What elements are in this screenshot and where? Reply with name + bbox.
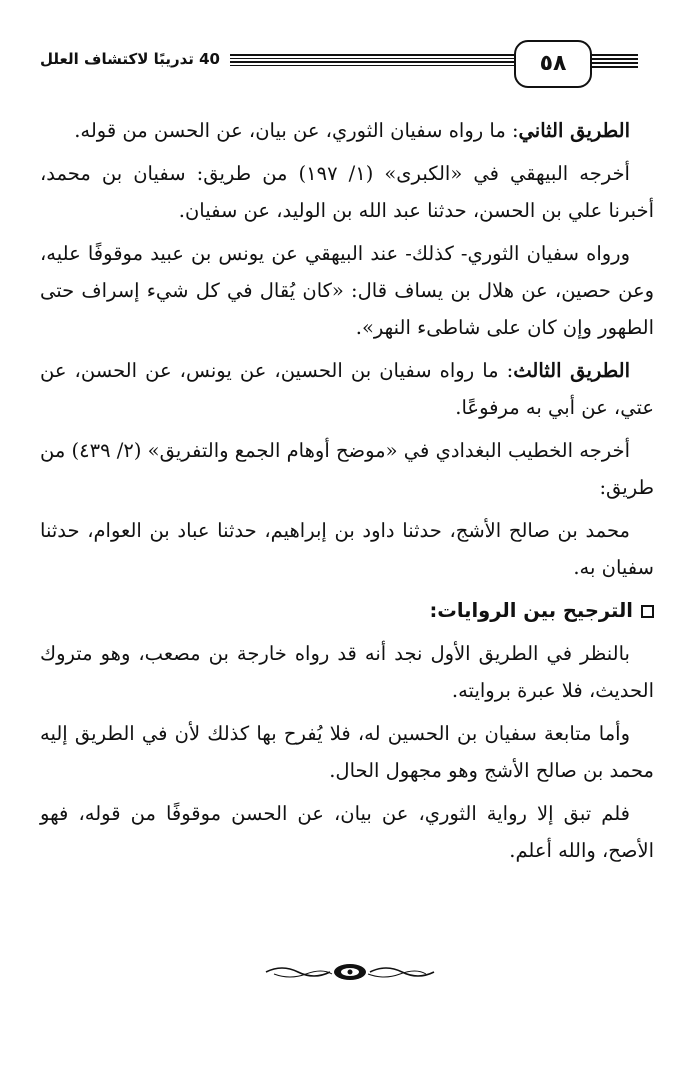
route-three-text: : ما رواه سفيان بن الحسين، عن يونس، عن الحسن، عن عتي، عن أبي به مرفوعًا. bbox=[40, 359, 654, 419]
page-body bbox=[40, 112, 654, 875]
route-two-text: : ما رواه سفيان الثوري، عن بيان، عن الحسن من قوله. bbox=[74, 119, 519, 142]
section-heading bbox=[40, 592, 654, 629]
page-number: ٥٨ bbox=[514, 40, 592, 88]
ornament-icon bbox=[262, 960, 438, 984]
checkbox-icon bbox=[641, 605, 654, 618]
paragraph-analysis-two: وأما متابعة سفيان بن الحسين له، فلا يُفرح بها كذلك لأن في الطريق إليه محمد بن صالح الأشج وهو مجهول الحال. bbox=[40, 722, 654, 782]
paragraph-bayhaqi-source: أخرجه البيهقي في «الكبرى» (١/ ١٩٧) من طريق: سفيان بن محمد، أخبرنا علي بن الحسن، حدثنا عبد الله بن الوليد، عن سفيان. bbox=[40, 162, 654, 222]
route-two-label: الطريق الثاني bbox=[518, 119, 630, 142]
header-rule-right bbox=[592, 54, 638, 72]
paragraph-route-two bbox=[40, 112, 654, 149]
page-header bbox=[30, 34, 670, 90]
section-heading-text: الترجيح بين الروايات: bbox=[429, 599, 633, 622]
book-title: 40 تدريبًا لاكتشاف العلل bbox=[40, 50, 220, 68]
paragraph-isnad: محمد بن صالح الأشج، حدثنا داود بن إبراهيم، حدثنا عباد بن العوام، حدثنا سفيان به. bbox=[40, 519, 654, 579]
paragraph-route-three bbox=[40, 352, 654, 426]
paragraph-khatib-source: أخرجه الخطيب البغدادي في «موضح أوهام الجمع والتفريق» (٢/ ٤٣٩) من طريق: bbox=[40, 439, 654, 499]
route-three-label: الطريق الثالث bbox=[513, 359, 630, 382]
header-rule-left bbox=[230, 54, 546, 72]
paragraph-analysis-one: بالنظر في الطريق الأول نجد أنه قد رواه خارجة بن مصعب، وهو متروك الحديث، فلا عبرة بروايته. bbox=[40, 642, 654, 702]
paragraph-conclusion: فلم تبق إلا رواية الثوري، عن بيان، عن الحسن موقوفًا من قوله، فهو الأصح، والله أعلم. bbox=[40, 802, 654, 862]
paragraph-thawri-narration: ورواه سفيان الثوري- كذلك- عند البيهقي عن يونس بن عبيد موقوفًا عليه، وعن حصين، عن هلال بن يساف قال: «كان يُقال في كل شيء إسراف حتى الطهور وإن كان على شاطىء النهر». bbox=[40, 242, 654, 339]
